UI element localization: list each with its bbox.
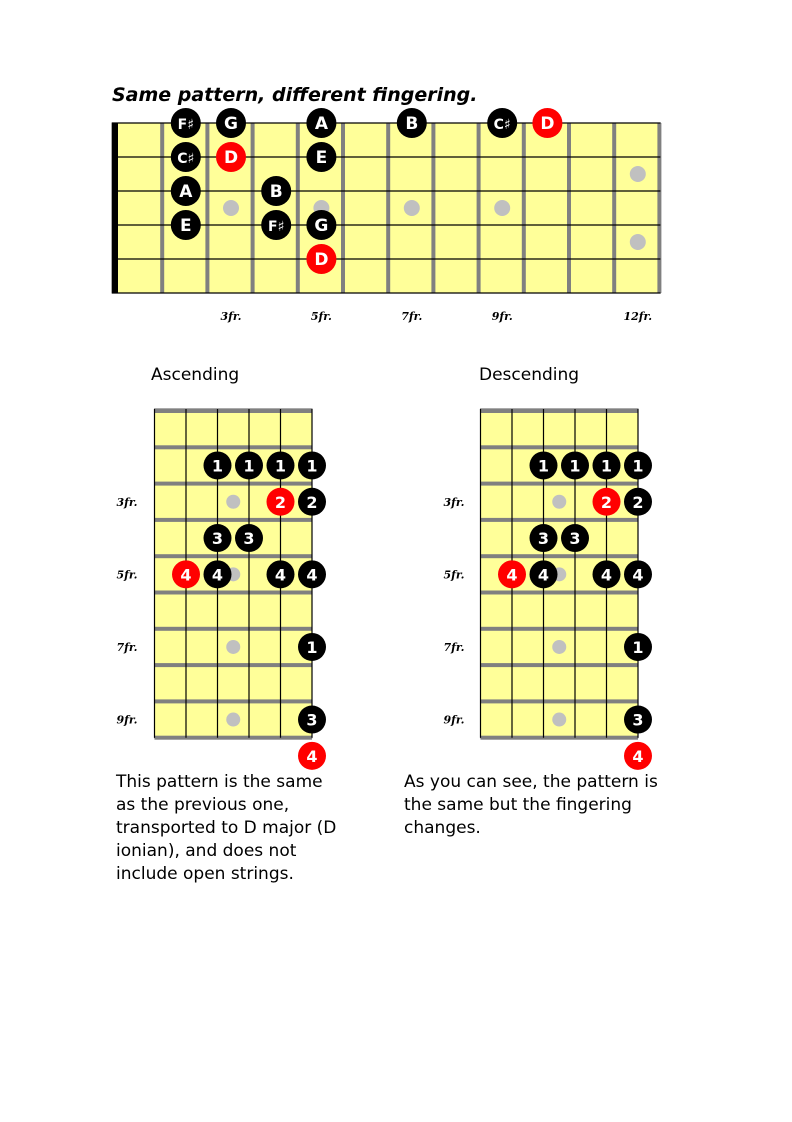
- finger-number: 1: [306, 637, 318, 657]
- note-marker: [261, 176, 291, 206]
- fret-wire: [481, 663, 639, 667]
- note-marker: [261, 210, 291, 240]
- right-paragraph-line: the same but the fingering: [404, 795, 632, 815]
- fret-wire: [155, 445, 313, 449]
- fret-wire: [481, 482, 639, 486]
- note-label: B: [269, 182, 283, 202]
- note-marker: [298, 560, 326, 588]
- finger-number: 1: [243, 456, 255, 476]
- fret-number-label: 7fr.: [401, 310, 423, 323]
- fret-wire: [481, 518, 639, 522]
- finger-number: 4: [632, 565, 644, 585]
- fret-wire: [386, 123, 390, 293]
- finger-number: 3: [211, 529, 224, 549]
- finger-number: 2: [600, 492, 613, 512]
- note-label: E: [315, 148, 328, 168]
- fret-wire: [481, 554, 639, 558]
- root-note-marker: [267, 488, 295, 516]
- note-marker: [204, 560, 232, 588]
- finger-number: 4: [537, 565, 550, 585]
- left-paragraph-line: include open strings.: [116, 864, 294, 884]
- finger-number: 1: [306, 456, 318, 476]
- fret-inlay: [404, 200, 420, 216]
- fret-wire: [155, 409, 313, 413]
- fret-number-label: 12fr.: [623, 310, 653, 323]
- descending-caption: Descending: [479, 365, 580, 385]
- note-marker: [204, 451, 232, 479]
- fret-number-label: 9fr.: [443, 713, 465, 727]
- fret-wire: [160, 123, 164, 293]
- root-note-marker: [593, 488, 621, 516]
- note-marker: [298, 451, 326, 479]
- note-marker: [306, 108, 336, 138]
- note-marker: [298, 633, 326, 661]
- root-note-marker: [172, 560, 200, 588]
- fret-wire: [481, 736, 639, 740]
- ascending-caption: Ascending: [151, 365, 240, 385]
- descending-fretboard: [443, 409, 652, 770]
- note-label: E: [179, 216, 192, 236]
- left-paragraph-line: transported to D major (D: [116, 818, 337, 838]
- note-label: G: [224, 114, 238, 134]
- note-marker: [298, 488, 326, 516]
- note-label: F♯: [268, 219, 285, 235]
- fret-wire: [522, 123, 526, 293]
- note-label: C♯: [493, 117, 511, 133]
- root-note-marker: [532, 108, 562, 138]
- fret-wire: [251, 123, 255, 293]
- fret-wire: [155, 627, 313, 631]
- note-marker: [216, 108, 246, 138]
- fret-inlay: [552, 713, 566, 727]
- note-label: D: [314, 250, 329, 270]
- note-marker: [235, 451, 263, 479]
- note-marker: [624, 560, 652, 588]
- note-marker: [171, 210, 201, 240]
- note-label: D: [223, 148, 239, 168]
- fret-inlay: [226, 495, 240, 509]
- root-note-marker: [498, 560, 526, 588]
- note-marker: [561, 451, 589, 479]
- finger-number: 2: [274, 492, 287, 512]
- fret-wire: [296, 123, 300, 293]
- finger-number: 4: [180, 565, 192, 585]
- fret-wire: [481, 591, 639, 595]
- fret-wire: [481, 699, 639, 703]
- fret-number-label: 7fr.: [116, 640, 138, 654]
- fret-number-label: 3fr.: [116, 495, 138, 509]
- nut: [112, 123, 118, 293]
- fret-wire: [155, 591, 313, 595]
- note-marker: [624, 451, 652, 479]
- finger-number: 4: [306, 746, 318, 766]
- note-marker: [171, 176, 201, 206]
- fret-wire: [612, 123, 616, 293]
- note-label: F♯: [177, 117, 194, 133]
- fret-wire: [155, 663, 313, 667]
- finger-number: 4: [506, 565, 518, 585]
- note-marker: [487, 108, 517, 138]
- fret-wire: [155, 554, 313, 558]
- note-marker: [530, 524, 558, 552]
- note-marker: [235, 524, 263, 552]
- fret-number-label: 5fr.: [116, 568, 138, 582]
- note-label: G: [314, 216, 329, 236]
- fret-wire: [481, 409, 639, 413]
- left-paragraph-line: ionian), and does not: [116, 841, 297, 861]
- finger-number: 2: [632, 492, 644, 512]
- fret-inlay: [226, 640, 240, 654]
- note-marker: [593, 560, 621, 588]
- fret-number-label: 3fr.: [443, 495, 465, 509]
- fret-wire: [657, 123, 661, 293]
- right-paragraph-line: As you can see, the pattern is: [404, 772, 658, 792]
- finger-number: 4: [600, 565, 613, 585]
- fret-number-label: 3fr.: [220, 310, 242, 323]
- fret-wire: [481, 445, 639, 449]
- note-label: A: [179, 182, 193, 202]
- fret-number-label: 5fr.: [310, 310, 332, 323]
- note-marker: [397, 108, 427, 138]
- note-label: A: [314, 114, 328, 134]
- fret-number-label: 7fr.: [443, 640, 465, 654]
- left-paragraph-line: as the previous one,: [116, 795, 290, 815]
- finger-number: 1: [600, 456, 613, 476]
- note-marker: [267, 451, 295, 479]
- finger-number: 3: [537, 529, 550, 549]
- note-marker: [624, 633, 652, 661]
- finger-number: 1: [569, 456, 581, 476]
- note-marker: [204, 524, 232, 552]
- fret-wire: [205, 123, 209, 293]
- fret-wire: [431, 123, 435, 293]
- finger-number: 1: [632, 456, 644, 476]
- finger-number: 3: [569, 529, 581, 549]
- finger-number: 4: [274, 565, 287, 585]
- finger-number: 1: [632, 637, 644, 657]
- finger-number: 4: [306, 565, 318, 585]
- note-marker: [624, 706, 652, 734]
- note-marker: [530, 560, 558, 588]
- finger-number: 3: [632, 710, 644, 730]
- fret-inlay: [226, 713, 240, 727]
- finger-number: 1: [274, 456, 287, 476]
- fret-wire: [155, 482, 313, 486]
- note-label: D: [540, 114, 555, 134]
- finger-number: 1: [537, 456, 550, 476]
- root-note-marker: [306, 244, 336, 274]
- note-marker: [561, 524, 589, 552]
- left-paragraph: [116, 771, 336, 886]
- root-note-marker: [624, 742, 652, 770]
- finger-number: 3: [243, 529, 255, 549]
- note-marker: [298, 706, 326, 734]
- note-marker: [530, 451, 558, 479]
- fret-wire: [477, 123, 481, 293]
- finger-number: 2: [306, 492, 318, 512]
- fret-inlay: [630, 234, 646, 250]
- finger-number: 3: [306, 710, 318, 730]
- note-label: C♯: [177, 151, 195, 167]
- fret-wire: [341, 123, 345, 293]
- fret-wire: [155, 518, 313, 522]
- note-marker: [306, 210, 336, 240]
- right-paragraph: [404, 771, 658, 840]
- fret-inlay: [494, 200, 510, 216]
- note-marker: [593, 451, 621, 479]
- finger-number: 4: [632, 746, 644, 766]
- fret-wire: [155, 736, 313, 740]
- note-marker: [171, 108, 201, 138]
- fret-number-label: 5fr.: [443, 568, 465, 582]
- root-note-marker: [298, 742, 326, 770]
- note-marker: [171, 142, 201, 172]
- note-label: B: [405, 114, 419, 134]
- ascending-fretboard: [116, 409, 326, 770]
- note-marker: [624, 488, 652, 516]
- fret-number-label: 9fr.: [116, 713, 138, 727]
- finger-number: 1: [211, 456, 224, 476]
- right-paragraph-line: changes.: [404, 818, 481, 838]
- note-marker: [306, 142, 336, 172]
- fret-wire: [567, 123, 571, 293]
- fret-number-label: 9fr.: [491, 310, 513, 323]
- left-paragraph-line: This pattern is the same: [116, 772, 323, 792]
- fret-wire: [155, 699, 313, 703]
- page-title: Same pattern, different fingering.: [112, 84, 478, 106]
- fret-inlay: [552, 640, 566, 654]
- fret-wire: [481, 627, 639, 631]
- fret-inlay: [223, 200, 239, 216]
- fret-inlay: [552, 495, 566, 509]
- finger-number: 4: [211, 565, 224, 585]
- note-marker: [267, 560, 295, 588]
- top-fretboard: [112, 108, 661, 323]
- fret-inlay: [630, 166, 646, 182]
- root-note-marker: [216, 142, 246, 172]
